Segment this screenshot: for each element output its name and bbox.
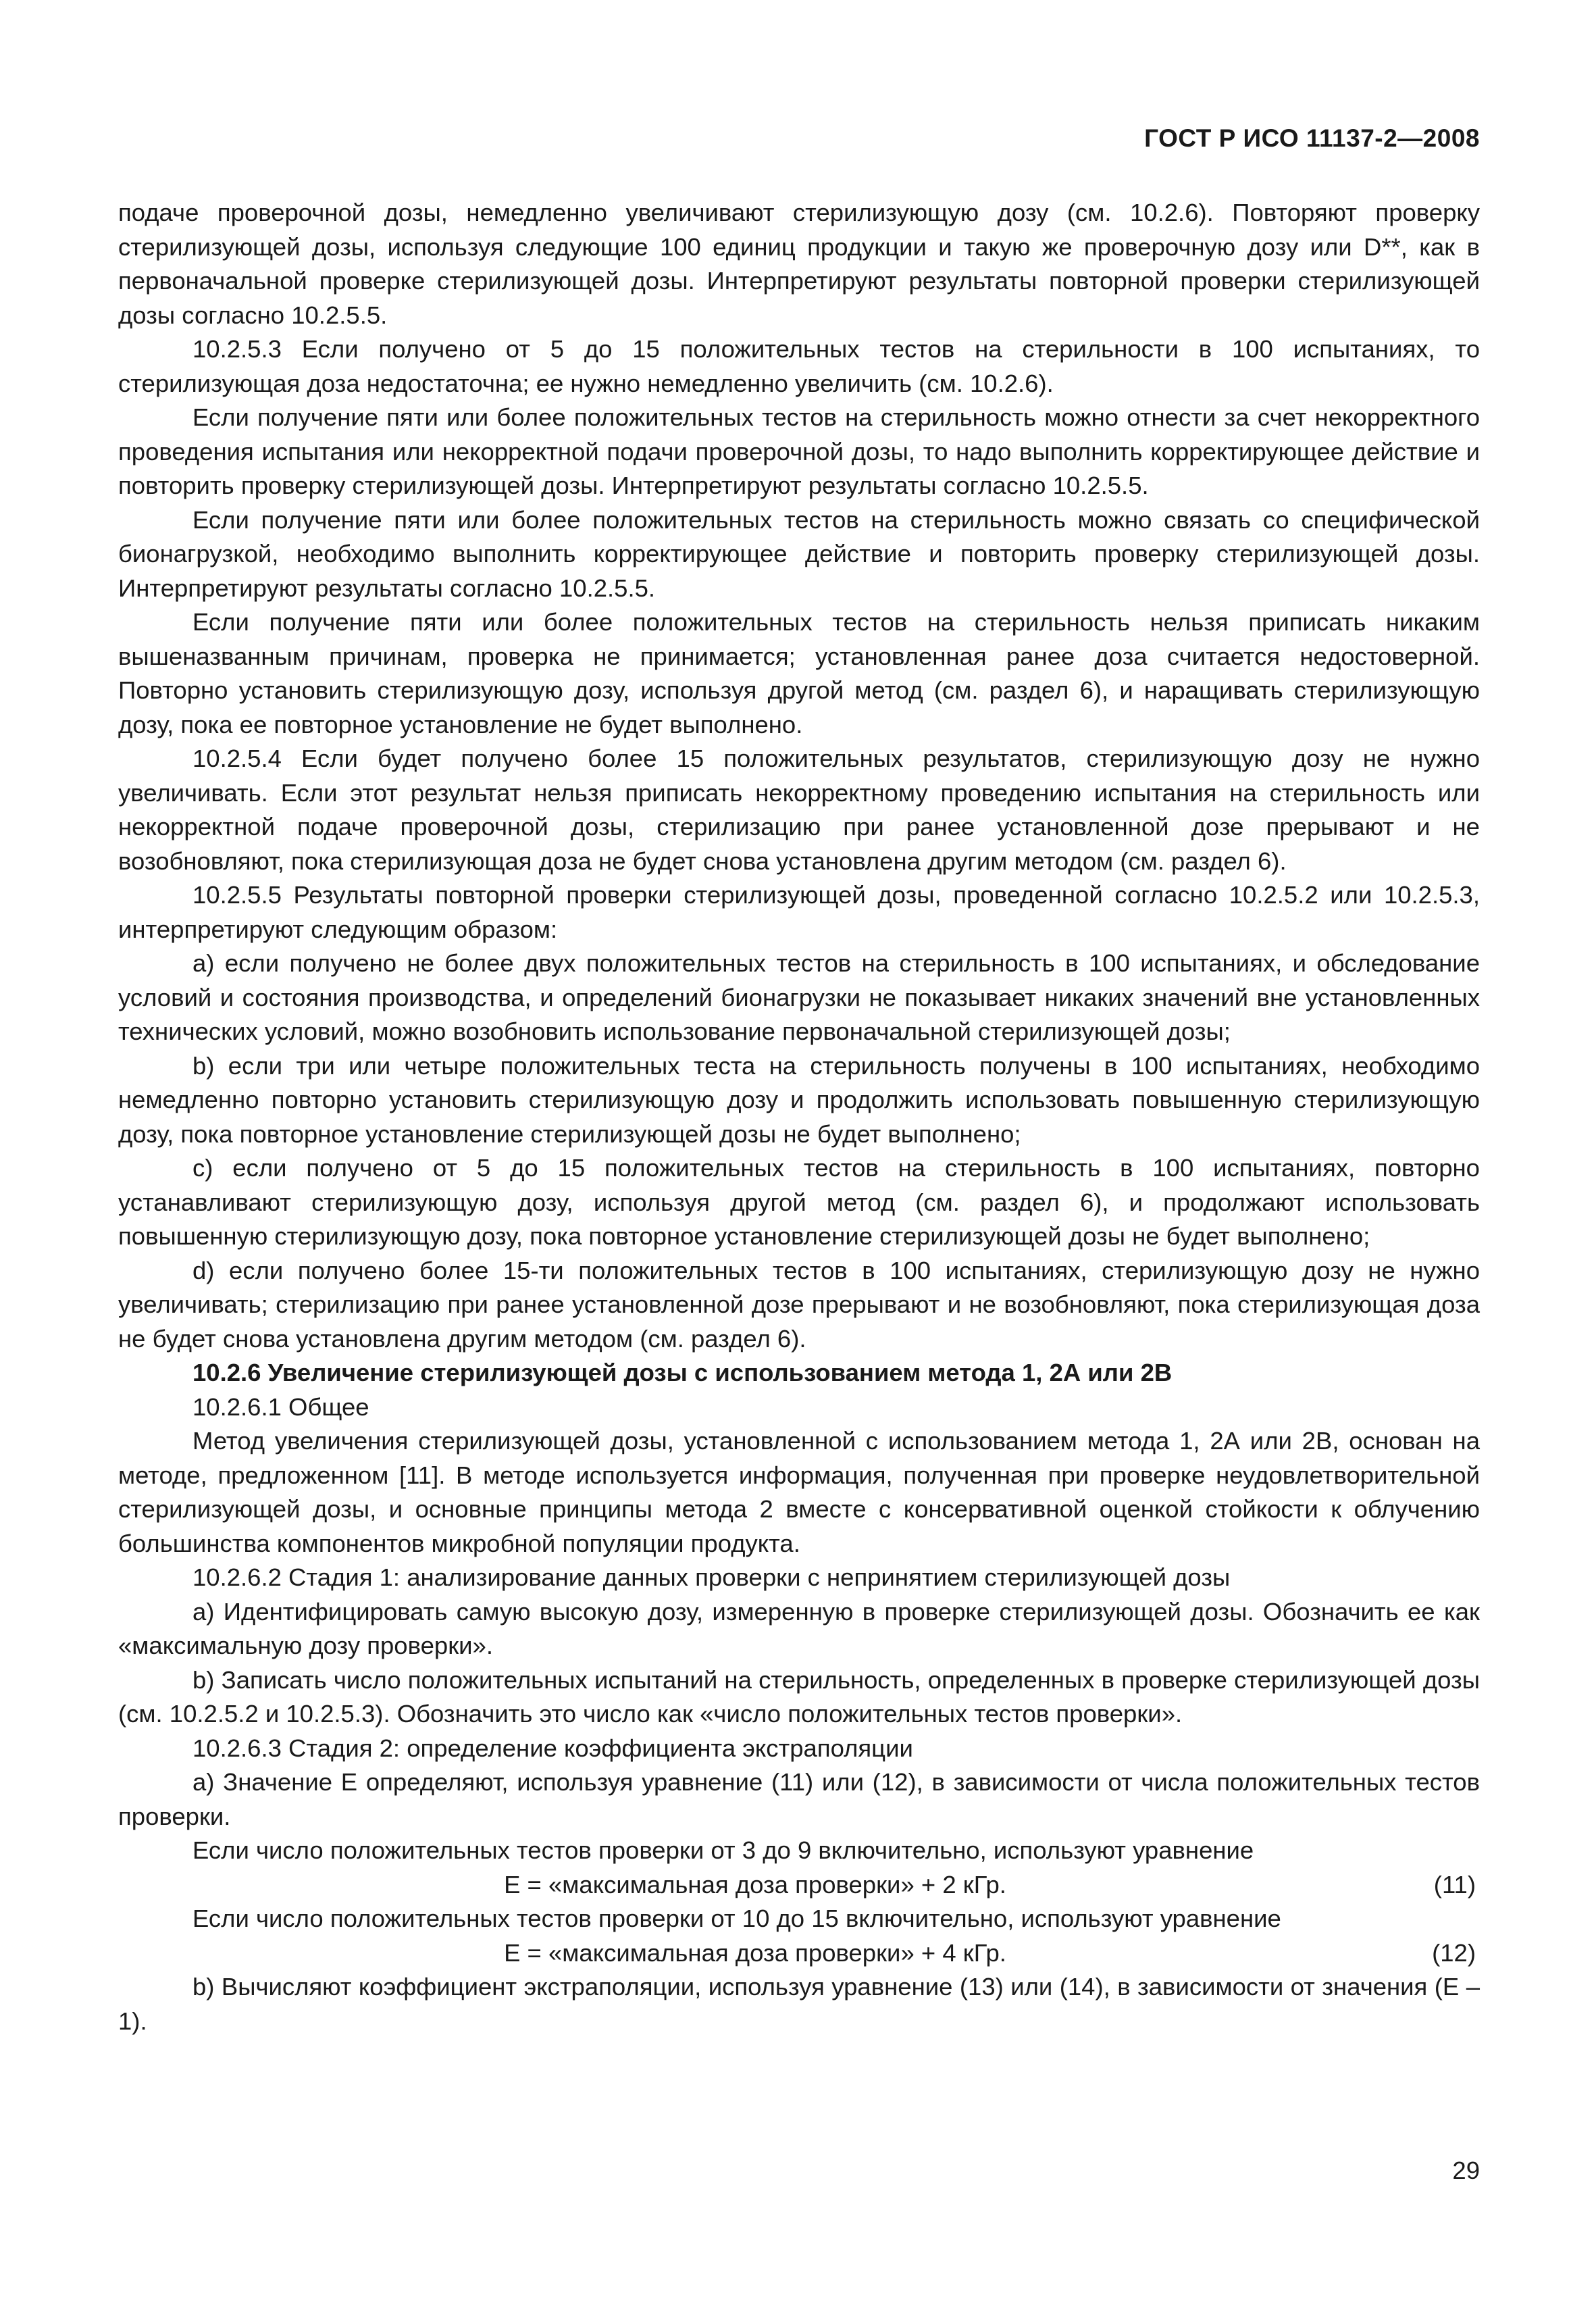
equation-number: (11) xyxy=(1433,1870,1476,1898)
paragraph-10-2-5-3: 10.2.5.3 Если получено от 5 до 15 положительных тестов на стерильности в 100 испытаниях, то стерилизующая доза недостаточна; ее нужно немедленно увеличить (см. 10.2.6). xyxy=(118,335,1480,397)
document-header xyxy=(1144,124,1480,153)
list-item-b: b) Вычисляют коэффициент экстраполяции, используя уравнение (13) или (14), в зависимости от значения (E – 1). xyxy=(118,1973,1480,2035)
paragraph: Если получение пяти или более положительных тестов на стерильность можно связать со специфической бионагрузкой, необходимо выполнить корректирующее действие и повторить проверку стерилизующей дозы. Интерпретируют результаты согласно 10.2.5.5. xyxy=(118,505,1480,602)
subsection-heading-10-2-6-1: 10.2.6.1 Общее xyxy=(192,1392,369,1421)
paragraph: Если число положительных тестов проверки от 10 до 15 включительно, используют уравнение xyxy=(192,1905,1281,1932)
list-item-a: a) Идентифицировать самую высокую дозу, измеренную в проверке стерилизующей дозы. Обозначить ее как «максимальную дозу проверки». xyxy=(118,1597,1480,1659)
equation-12 xyxy=(118,1936,1480,1971)
document-body xyxy=(118,196,1480,2038)
standard-id: ГОСТ Р ИСО 11137-2—2008 xyxy=(1144,124,1480,152)
paragraph-10-2-5-4: 10.2.5.4 Если будет получено более 15 положительных результатов, стерилизующую дозу не нужно увеличивать. Если этот результат нельзя приписать некорректному проведению испытания на стерильность или некорректной подаче проверочной дозы, стерилизацию при ранее установленной дозе прерывают и не возобновляют, пока стерилизующая доза не будет снова установлена другим методом (см. раздел 6). xyxy=(118,745,1480,875)
paragraph-10-2-5-5: 10.2.5.5 Результаты повторной проверки стерилизующей дозы, проведенной согласно 10.2.5.2 или 10.2.5.3, интерпретируют следующим образом: xyxy=(118,881,1480,943)
list-item-b: b) Записать число положительных испытаний на стерильность, определенных в проверке стерилизующей дозы (см. 10.2.5.2 и 10.2.5.3). Обозначить это число как «число положительных тестов проверки». xyxy=(118,1665,1480,1728)
paragraph-10-2-6-3: 10.2.6.3 Стадия 2: определение коэффициента экстраполяции xyxy=(192,1734,913,1762)
equation-expression: E = «максимальная доза проверки» + 2 кГр. xyxy=(504,1870,1006,1898)
paragraph-continuation: подаче проверочной дозы, немедленно увеличивают стерилизующую дозу (см. 10.2.6). Повторяют проверку стерилизующей дозы, используя следующие 100 единиц продукции и такую же проверочную дозу или D**, как в первоначальной проверке стерилизующей дозы. Интерпретируют результаты повторной проверки стерилизующей дозы согласно 10.2.5.5. xyxy=(118,199,1480,329)
paragraph: Если число положительных тестов проверки от 3 до 9 включительно, используют уравнение xyxy=(192,1836,1254,1864)
list-item-b: b) если три или четыре положительных теста на стерильность получены в 100 испытаниях, необходимо немедленно повторно установить стерилизующую дозу и продолжить использовать повышенную стерилизующую дозу, пока повторное установление стерилизующей дозы не будет выполнено; xyxy=(118,1051,1480,1148)
paragraph: Если получение пяти или более положительных тестов на стерильность нельзя приписать никаким вышеназванным причинам, проверка не принимается; установленная ранее доза считается недостоверной. Повторно установить стерилизующую дозу, используя другой метод (см. раздел 6), и наращивать стерилизующую дозу, пока ее повторное установление не будет выполнено. xyxy=(118,608,1480,738)
list-item-d: d) если получено более 15-ти положительных тестов в 100 испытаниях, стерилизующую дозу не нужно увеличивать; стерилизацию при ранее установленной дозе прерывают и не возобновляют, пока стерилизующая доза не будет снова установлена другим методом (см. раздел 6). xyxy=(118,1256,1480,1353)
equation-number: (12) xyxy=(1432,1938,1476,1967)
list-item-a: a) если получено не более двух положительных тестов на стерильность в 100 испытаниях, и обследование условий и состояния производства, и определений бионагрузки не показывает никаких значений вне установленных технических условий, можно возобновить использование первоначальной стерилизующей дозы; xyxy=(118,949,1480,1045)
equation-expression: E = «максимальная доза проверки» + 4 кГр. xyxy=(504,1938,1006,1967)
equation-11 xyxy=(118,1868,1480,1903)
section-heading-10-2-6: 10.2.6 Увеличение стерилизующей дозы с использованием метода 1, 2А или 2В xyxy=(192,1359,1173,1386)
paragraph: Метод увеличения стерилизующей дозы, установленной с использованием метода 1, 2А или 2В, основан на методе, предложенном [11]. В методе используется информация, полученная при проверке неудовлетворительной стерилизующей дозы, и основные принципы метода 2 вместе с консервативной оценкой стойкости к облучению большинства компонентов микробной популяции продукта. xyxy=(118,1427,1480,1557)
paragraph: Если получение пяти или более положительных тестов на стерильность можно отнести за счет некорректного проведения испытания или некорректной подачи проверочной дозы, то надо выполнить корректирующее действие и повторить проверку стерилизующей дозы. Интерпретируют результаты согласно 10.2.5.5. xyxy=(118,403,1480,499)
page-number: 29 xyxy=(1452,2157,1480,2184)
list-item-a: a) Значение E определяют, используя уравнение (11) или (12), в зависимости от числа положительных тестов проверки. xyxy=(118,1768,1480,1830)
paragraph-10-2-6-2: 10.2.6.2 Стадия 1: анализирование данных проверки с непринятием стерилизующей дозы xyxy=(192,1563,1231,1591)
list-item-c: c) если получено от 5 до 15 положительных тестов на стерильность в 100 испытаниях, повторно устанавливают стерилизующую дозу, используя другой метод (см. раздел 6), и продолжают использовать повышенную стерилизующую дозу, пока повторное установление стерилизующей дозы не будет выполнено; xyxy=(118,1154,1480,1250)
